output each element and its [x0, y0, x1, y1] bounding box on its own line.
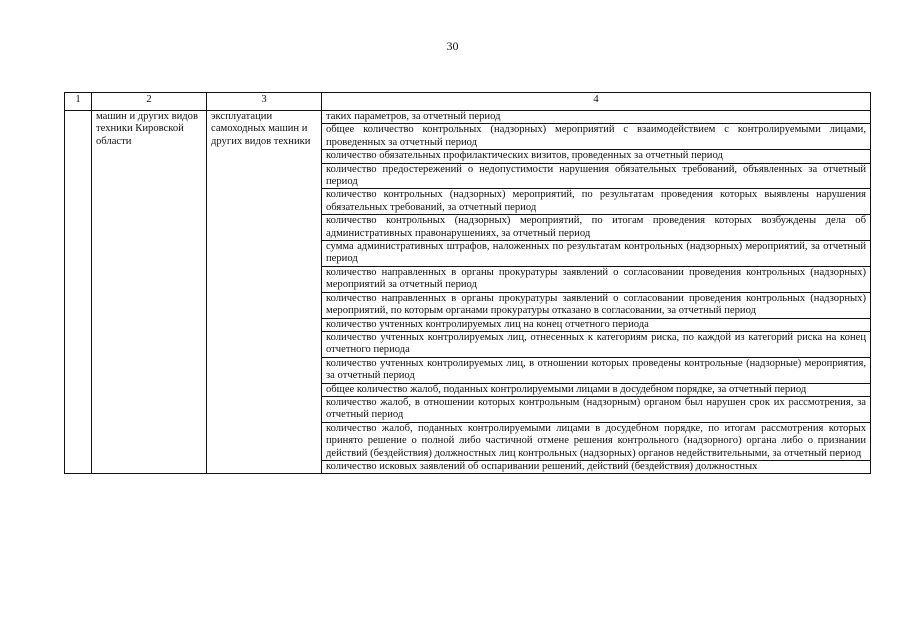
indicator-cell: количество направленных в органы прокуратуры заявлений о согласовании проведения контрольных (надзорных) мероприятий, по которым органами прокуратуры отказано в согласовании, за отчетный период	[322, 292, 871, 318]
col-3-cell: эксплуатации самоходных машин и других видов техники	[207, 111, 322, 474]
page-number: 30	[446, 39, 459, 53]
header-col-2: 2	[92, 93, 207, 111]
indicator-cell: количество обязательных профилактических визитов, проведенных за отчетный период	[322, 150, 871, 163]
indicator-cell: количество предостережений о недопустимости нарушения обязательных требований, объявленных за отчетный период	[322, 163, 871, 189]
table-row	[65, 111, 871, 124]
indicator-cell: общее количество жалоб, поданных контролируемыми лицами в досудебном порядке, за отчетный период	[322, 383, 871, 396]
indicator-cell: количество жалоб, в отношении которых контрольным (надзорным) органом был нарушен срок их рассмотрения, за отчетный период	[322, 396, 871, 422]
indicator-cell: количество учтенных контролируемых лиц на конец отчетного периода	[322, 318, 871, 331]
indicator-cell: количество направленных в органы прокуратуры заявлений о согласовании проведения контрольных (надзорных) мероприятий за отчетный период	[322, 266, 871, 292]
indicator-cell: общее количество контрольных (надзорных) мероприятий с взаимодействием с контролируемыми лицами, проведенных за отчетный период	[322, 124, 871, 150]
indicators-table	[64, 92, 871, 474]
indicator-cell: количество учтенных контролируемых лиц, отнесенных к категориям риска, по каждой из категорий риска на конец отчетного периода	[322, 331, 871, 357]
indicator-cell: сумма административных штрафов, наложенных по результатам контрольных (надзорных) мероприятий, за отчетный период	[322, 241, 871, 267]
indicator-cell: количество исковых заявлений об оспаривании решений, действий (бездействия) должностных	[322, 460, 871, 473]
header-col-1: 1	[65, 93, 92, 111]
indicator-cell: количество контрольных (надзорных) мероприятий, по результатам проведения которых выявлены нарушения обязательных требований, за отчетный период	[322, 189, 871, 215]
header-col-4: 4	[322, 93, 871, 111]
indicator-cell: количество контрольных (надзорных) мероприятий, по итогам проведения которых возбуждены дела об административных правонарушениях, за отчетный период	[322, 215, 871, 241]
indicator-cell: таких параметров, за отчетный период	[322, 111, 871, 124]
col-1-cell	[65, 111, 92, 474]
indicator-cell: количество учтенных контролируемых лиц, в отношении которых проведены контрольные (надзорные) мероприятия, за отчетный период	[322, 357, 871, 383]
header-col-3: 3	[207, 93, 322, 111]
table-body	[65, 111, 871, 474]
indicator-cell: количество жалоб, поданных контролируемыми лицами в досудебном порядке, по итогам рассмотрения которых принято решение о полной либо частичной отмене решения контрольного (надзорного) органа либо о признании действий (бездействия) должностных лиц контрольных (надзорных) органов недействительными, за отчетный период	[322, 422, 871, 460]
col-2-cell: машин и других видов техники Кировской области	[92, 111, 207, 474]
header-row	[65, 93, 871, 111]
